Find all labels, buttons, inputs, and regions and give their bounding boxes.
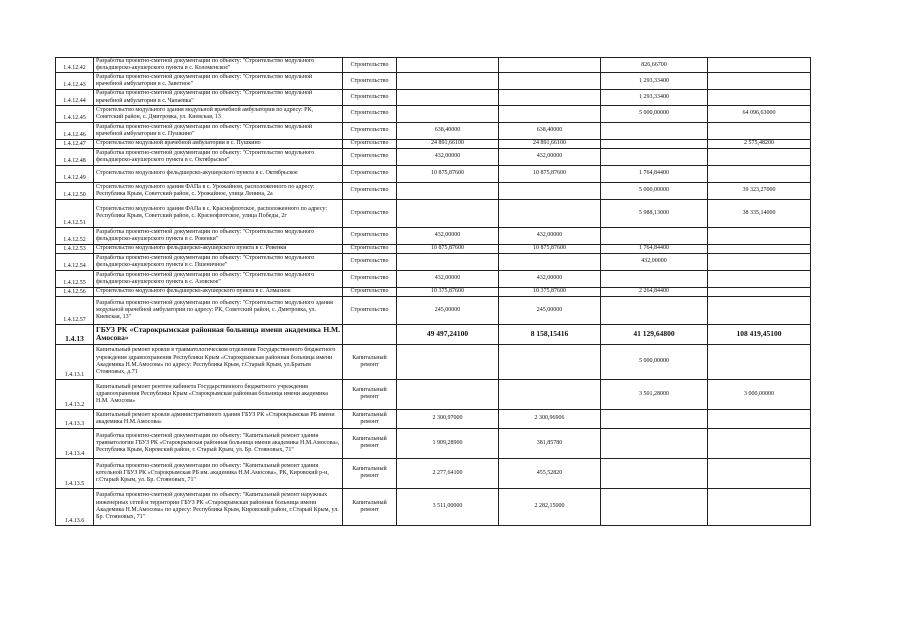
row-code: 1.4.12.43 (56, 73, 94, 90)
row-value-col2: 432,00000 (499, 148, 601, 165)
table-row (56, 244, 811, 253)
row-value-col1: 10 875,87600 (397, 165, 499, 182)
row-value-col1 (397, 90, 499, 105)
table-row (56, 379, 811, 409)
row-work-type: Строительство (343, 148, 397, 165)
row-value-col3 (601, 227, 708, 244)
row-description: Капитальный ремонт кровли административного здания ГБУЗ РК «Старокрымская РБ имени академика Н.М.Амосова» (94, 409, 343, 428)
row-description: Строительство модульного здания ФАПа в с. Урожайном, расположенного по адресу: Республика Крым, Советский район, с. Урожайное, улица Ленина, 2а (94, 182, 343, 199)
row-value-col3: 5 988,13000 (601, 199, 708, 227)
row-value-col2 (499, 253, 601, 270)
row-value-col3 (601, 122, 708, 139)
row-code: 1.4.13.4 (56, 428, 94, 458)
row-value-col3: 3 501,28000 (601, 379, 708, 409)
row-value-col4: 2 575,48200 (708, 139, 811, 148)
row-work-type: Строительство (343, 165, 397, 182)
row-value-col2: 24 891,66100 (499, 139, 601, 148)
row-work-type: Капитальный ремонт (343, 428, 397, 458)
row-value-col1 (397, 199, 499, 227)
row-code: 1.4.12.53 (56, 244, 94, 253)
row-value-col3: 1 764,84400 (601, 244, 708, 253)
row-value-col4 (708, 458, 811, 488)
row-code: 1.4.12.47 (56, 139, 94, 148)
row-code: 1.4.12.50 (56, 182, 94, 199)
table-row (56, 344, 811, 379)
row-description: Строительство модульного фельдшерско-акушерского пункта в с. Октябрьское (94, 165, 343, 182)
row-work-type: Капитальный ремонт (343, 488, 397, 525)
row-value-col4 (708, 122, 811, 139)
row-value-col3 (601, 296, 708, 324)
row-value-col1: 10 375,87600 (397, 287, 499, 296)
row-code: 1.4.12.45 (56, 105, 94, 122)
row-value-col4 (708, 296, 811, 324)
row-value-col4 (708, 287, 811, 296)
row-value-col3: 5 000,00000 (601, 182, 708, 199)
row-work-type: Строительство (343, 296, 397, 324)
row-description: Строительство модульного здания ФАПа в с. Краснофлотское, расположенного по адресу: Республика Крым, Советский район, с. Краснофлотское, улица Победы, 2г (94, 199, 343, 227)
row-value-col4: 38 335,14000 (708, 199, 811, 227)
row-value-col3: 5 000,00000 (601, 344, 708, 379)
row-value-col4 (708, 344, 811, 379)
row-value-col2: 10 875,87600 (499, 244, 601, 253)
row-work-type: Строительство (343, 105, 397, 122)
budget-table (55, 57, 811, 526)
row-value-col4 (708, 227, 811, 244)
row-code: 1.4.13.2 (56, 379, 94, 409)
row-work-type: Строительство (343, 199, 397, 227)
row-work-type (343, 324, 397, 344)
row-code: 1.4.12.49 (56, 165, 94, 182)
row-code: 1.4.12.44 (56, 90, 94, 105)
row-work-type: Строительство (343, 270, 397, 287)
row-value-col1: 10 875,87600 (397, 244, 499, 253)
row-description: Разработка проектно-сметной документации по объекту: "Капитальный ремонт здания котельной ГБУЗ РК «Старокрымская РБ им. академика Н.М.Амосова», РК, Кировский р-н, г.Старый Крым, ул. Бр. Стояновых, 71" (94, 458, 343, 488)
table-row (56, 296, 811, 324)
section-header-row (56, 324, 811, 344)
row-work-type: Строительство (343, 122, 397, 139)
row-value-col1: 49 497,24100 (397, 324, 499, 344)
row-value-col2: 432,00000 (499, 227, 601, 244)
row-code: 1.4.12.52 (56, 227, 94, 244)
row-value-col1: 24 891,66100 (397, 139, 499, 148)
row-work-type: Строительство (343, 139, 397, 148)
table-row (56, 182, 811, 199)
row-value-col2: 2 300,96906 (499, 409, 601, 428)
row-value-col2 (499, 182, 601, 199)
row-value-col3 (601, 488, 708, 525)
row-value-col2 (499, 344, 601, 379)
row-value-col4 (708, 270, 811, 287)
row-value-col1: 3 511,00000 (397, 488, 499, 525)
table-body (56, 58, 811, 526)
row-value-col3 (601, 139, 708, 148)
row-code: 1.4.13.5 (56, 458, 94, 488)
row-value-col3 (601, 428, 708, 458)
table-row (56, 488, 811, 525)
row-value-col4 (708, 58, 811, 73)
row-description: Разработка проектно-сметной документации по объекту: "Капитальный ремонт наружных инженерных сетей и территории ГБУЗ РК «Старокрымская районная больница имени Академика Н.М.Амосова» по адресу: Республика Крым, Кировский район, г.Старый Крым, ул. Бр. Стояновых, 71" (94, 488, 343, 525)
row-value-col2 (499, 58, 601, 73)
row-description: Капитальный ремонт кровли в травматологическом отделении Государственного бюджетного учреждения здравоохранения Республики Крым «Старокрымская районная больница имени Академика Н.М.Амосова» по адресу: Республика Крым, г.Старый Крым, ул.Братьев Стояновых, д.71 (94, 344, 343, 379)
row-value-col4 (708, 488, 811, 525)
table-row (56, 409, 811, 428)
row-value-col3: 5 000,00000 (601, 105, 708, 122)
table-row (56, 253, 811, 270)
row-value-col2 (499, 90, 601, 105)
table-row (56, 227, 811, 244)
row-value-col4: 108 419,45100 (708, 324, 811, 344)
row-description: Разработка проектно-сметной документации по объекту: "Строительство модульной врачебной амбулатории в с. Чапаевка" (94, 90, 343, 105)
row-description: Разработка проектно-сметной документации по объекту: "Строительство модульной врачебной амбулатории в с. Заветное" (94, 73, 343, 90)
row-description: Разработка проектно-сметной документации по объекту: "Строительство модульного фельдшерско-акушерского пункта в с. Пшеничное" (94, 253, 343, 270)
row-value-col3: 1 293,33400 (601, 73, 708, 90)
row-code: 1.4.12.56 (56, 287, 94, 296)
row-value-col3: 432,00000 (601, 253, 708, 270)
row-value-col3: 2 264,84400 (601, 287, 708, 296)
row-value-col2: 432,00000 (499, 270, 601, 287)
row-value-col4 (708, 409, 811, 428)
table-row (56, 73, 811, 90)
row-value-col2: 381,85780 (499, 428, 601, 458)
row-value-col1: 245,00000 (397, 296, 499, 324)
row-work-type: Строительство (343, 182, 397, 199)
row-value-col4 (708, 244, 811, 253)
row-value-col4 (708, 73, 811, 90)
row-code: 1.4.12.48 (56, 148, 94, 165)
row-value-col1: 432,00000 (397, 227, 499, 244)
table-row (56, 148, 811, 165)
row-description: Строительство модульного здания модульной врачебной амбулатории по адресу: РК, Советский район, с. Дмитровка, ул. Киевская, 13 (94, 105, 343, 122)
row-description: ГБУЗ РК «Старокрымская районная больница имени академика Н.М. Амосова» (94, 324, 343, 344)
row-value-col1: 2 300,97000 (397, 409, 499, 428)
row-value-col3 (601, 458, 708, 488)
row-value-col1 (397, 58, 499, 73)
row-code: 1.4.13.3 (56, 409, 94, 428)
row-value-col1: 432,00000 (397, 270, 499, 287)
table-row (56, 458, 811, 488)
row-value-col1: 1 909,28900 (397, 428, 499, 458)
row-description: Строительство модульного фельдшерско-акушерского пункта в с. Ровенки (94, 244, 343, 253)
row-value-col2: 10 375,87600 (499, 287, 601, 296)
row-code: 1.4.12.42 (56, 58, 94, 73)
table-row (56, 58, 811, 73)
row-value-col3: 1 764,84400 (601, 165, 708, 182)
row-value-col3 (601, 148, 708, 165)
row-value-col2 (499, 105, 601, 122)
row-value-col4 (708, 165, 811, 182)
row-work-type: Строительство (343, 90, 397, 105)
table-row (56, 139, 811, 148)
row-value-col4 (708, 428, 811, 458)
row-value-col2: 638,40000 (499, 122, 601, 139)
row-value-col1 (397, 253, 499, 270)
row-value-col2 (499, 199, 601, 227)
table-row (56, 199, 811, 227)
row-value-col1: 2 277,64100 (397, 458, 499, 488)
row-value-col2: 2 282,15000 (499, 488, 601, 525)
row-value-col4 (708, 253, 811, 270)
table-row (56, 287, 811, 296)
row-value-col4: 64 096,63000 (708, 105, 811, 122)
row-code: 1.4.12.55 (56, 270, 94, 287)
row-value-col4: 39 323,27000 (708, 182, 811, 199)
row-code: 1.4.13.6 (56, 488, 94, 525)
row-value-col1 (397, 344, 499, 379)
row-value-col3: 826,66700 (601, 58, 708, 73)
row-value-col2: 10 875,87600 (499, 165, 601, 182)
row-description: Разработка проектно-сметной документации по объекту: "Строительство модульной врачебной амбулатории в с. Пушкино" (94, 122, 343, 139)
row-description: Разработка проектно-сметной документации по объекту: "Строительство модульного фельдшерско-акушерского пункта в с. Азовское" (94, 270, 343, 287)
row-description: Разработка проектно-сметной документации по объекту: "Строительство модульного фельдшерско-акушерского пункта в с. Ровенки" (94, 227, 343, 244)
table-row (56, 165, 811, 182)
row-value-col3: 41 129,64800 (601, 324, 708, 344)
row-description: Разработка проектно-сметной документации по объекту: "Капитальный ремонт здания травматологии ГБУЗ РК «Старокрымская районная больница имени академика Н.М.Амосова», Республика Крым, Кировский район, г. Старый Крым, ул. Бр. Стояновых, 71" (94, 428, 343, 458)
row-work-type: Капитальный ремонт (343, 379, 397, 409)
table-row (56, 90, 811, 105)
row-work-type: Капитальный ремонт (343, 409, 397, 428)
row-work-type: Строительство (343, 244, 397, 253)
row-description: Разработка проектно-сметной документации по объекту: "Строительство модульного фельдшерско-акушерского пункта в с. Коломенское" (94, 58, 343, 73)
row-work-type: Строительство (343, 253, 397, 270)
row-value-col3 (601, 409, 708, 428)
row-value-col4 (708, 148, 811, 165)
row-description: Строительство модульной врачебной амбулатории в с. Пушкино (94, 139, 343, 148)
row-code: 1.4.12.46 (56, 122, 94, 139)
row-value-col3: 1 293,33400 (601, 90, 708, 105)
row-code: 1.4.13 (56, 324, 94, 344)
row-value-col1 (397, 182, 499, 199)
row-description: Разработка проектно-сметной документации по объекту: "Строительство модульного здания модульной врачебной амбулатории по адресу: РК, Советский район, с. Дмитровка, ул. Киевская, 13" (94, 296, 343, 324)
row-work-type: Строительство (343, 73, 397, 90)
row-value-col2 (499, 73, 601, 90)
row-value-col2: 245,00000 (499, 296, 601, 324)
table-row (56, 122, 811, 139)
row-value-col3 (601, 270, 708, 287)
row-code: 1.4.13.1 (56, 344, 94, 379)
row-description: Разработка проектно-сметной документации по объекту: "Строительство модульного фельдшерско-акушерского пункта в с. Октябрьское" (94, 148, 343, 165)
row-description: Строительство модульного фельдшерско-акушерского пункта в с. Алмазное (94, 287, 343, 296)
row-description: Капитальный ремонт рентген кабинета Государственного бюджетного учреждения здравоохранения Республики Крым «Старокрымская районная больница имени академика Н.М. Амосова» (94, 379, 343, 409)
row-value-col4 (708, 90, 811, 105)
table-row (56, 105, 811, 122)
row-code: 1.4.12.51 (56, 199, 94, 227)
row-value-col1 (397, 379, 499, 409)
row-value-col2: 455,52820 (499, 458, 601, 488)
row-value-col1 (397, 73, 499, 90)
row-work-type: Строительство (343, 58, 397, 73)
row-value-col1 (397, 105, 499, 122)
row-code: 1.4.12.54 (56, 253, 94, 270)
row-value-col1: 638,40000 (397, 122, 499, 139)
table-row (56, 270, 811, 287)
row-value-col2 (499, 379, 601, 409)
row-work-type: Капитальный ремонт (343, 344, 397, 379)
table-row (56, 428, 811, 458)
row-work-type: Капитальный ремонт (343, 458, 397, 488)
row-code: 1.4.12.57 (56, 296, 94, 324)
row-work-type: Строительство (343, 227, 397, 244)
row-work-type: Строительство (343, 287, 397, 296)
row-value-col4: 3 000,00000 (708, 379, 811, 409)
row-value-col1: 432,00000 (397, 148, 499, 165)
row-value-col2: 8 158,15416 (499, 324, 601, 344)
